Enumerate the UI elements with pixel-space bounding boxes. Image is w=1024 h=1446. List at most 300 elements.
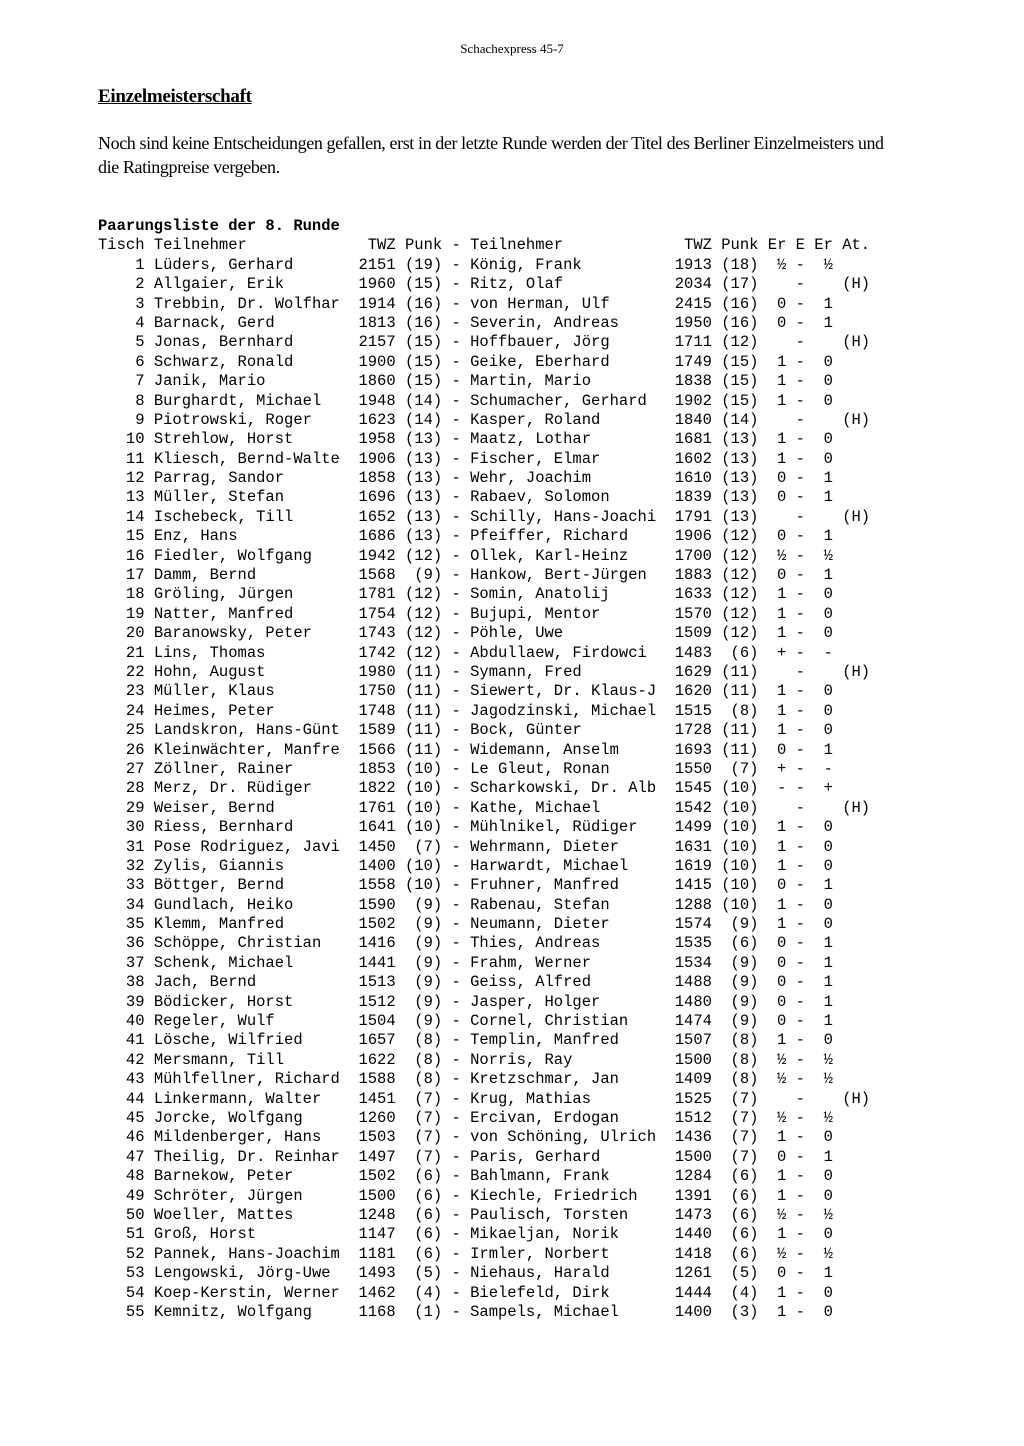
player-black-points: (13) [721,469,759,488]
player-white-rating: 1750 [358,682,396,701]
player-white-name: Kliesch, Bernd-Walte [153,449,340,468]
player-white-points: (11) [404,721,443,740]
player-black-points: (6) [721,1225,759,1244]
player-black-name: Norris, Ray [470,1050,573,1069]
result-black: 1 [823,527,833,546]
table-number: 48 [125,1167,145,1186]
player-white-points: (7) [404,837,443,856]
player-black-points: (16) [721,294,759,313]
adjourned-marker: (H) [842,1089,871,1108]
pairing-row [98,333,870,352]
table-number: 45 [125,1108,145,1127]
pairing-row [98,818,870,837]
result-separator: - [795,1070,805,1089]
result-black: 0 [823,915,833,934]
player-black-points: (10) [721,798,759,817]
player-white-points: (10) [404,798,443,817]
player-white-points: (11) [404,663,443,681]
result-black: 0 [823,818,833,837]
pairing-row [98,547,870,566]
result-black: 1 [823,469,833,488]
result-black: 0 [823,352,833,371]
player-black-name: Kasper, Roland [470,410,601,429]
pairing-row [98,1109,870,1128]
player-white-rating: 1450 [358,837,396,856]
result-separator: - [795,973,805,992]
result-separator: - [795,876,805,895]
separator-dash: - [451,1108,461,1127]
player-black-points: (12) [721,527,759,546]
table-number: 17 [125,566,145,585]
separator-dash: - [451,701,461,720]
player-black-points: (12) [721,333,759,352]
pairing-row [98,973,870,992]
result-separator: - [795,1205,805,1224]
player-white-points: (13) [404,469,443,488]
player-white-name: Woeller, Mattes [153,1205,294,1224]
result-separator: - [795,895,805,914]
player-black-rating: 1681 [674,430,712,449]
player-white-rating: 1568 [358,566,396,585]
player-black-points: (12) [721,585,759,604]
player-black-name: Frahm, Werner [470,953,592,972]
player-black-points: (13) [721,430,759,449]
result-separator: - [795,1128,805,1147]
result-separator: - [795,779,805,798]
separator-dash: - [451,294,461,313]
player-white-points: (8) [404,1070,443,1089]
table-number: 36 [125,934,145,953]
player-black-rating: 1574 [674,915,712,934]
player-white-rating: 1754 [358,604,396,623]
table-number: 52 [125,1244,145,1263]
player-black-points: (12) [721,604,759,623]
separator-dash: - [451,915,461,934]
player-white-rating: 1813 [358,313,396,332]
player-white-rating: 1147 [358,1225,396,1244]
separator-dash: - [451,876,461,895]
player-black-name: von Schöning, Ulrich [470,1128,657,1147]
table-number: 14 [125,507,145,526]
pairing-row [98,430,870,449]
player-white-points: (13) [404,449,443,468]
table-number: 46 [125,1128,145,1147]
player-black-name: Scharkowski, Dr. Alb [470,779,657,798]
player-black-points: (11) [721,721,759,740]
separator-dash: - [451,604,461,623]
player-white-points: (6) [404,1167,443,1186]
separator-dash: - [451,856,461,875]
pairing-row [98,450,870,469]
player-black-points: (18) [721,255,759,274]
result-black: 0 [823,1031,833,1050]
separator-dash: - [451,663,461,681]
player-black-points: (7) [721,759,759,778]
player-black-name: Ritz, Olaf [470,275,564,294]
player-white-name: Merz, Dr. Rüdiger [153,779,312,798]
player-black-points: (11) [721,740,759,759]
player-white-points: (6) [404,1244,443,1263]
player-white-name: Bödicker, Horst [153,992,294,1011]
result-black: 0 [823,1167,833,1186]
table-number: 7 [135,372,145,391]
player-black-name: Rabaev, Solomon [470,488,610,507]
player-white-points: (12) [404,585,443,604]
col-punk-1: Punk [404,236,443,255]
player-black-rating: 1515 [674,701,712,720]
col-er-1: Er [767,236,787,255]
result-white: 0 [777,566,787,585]
player-black-name: Kiechle, Friedrich [470,1186,638,1205]
player-black-rating: 1535 [674,934,712,953]
player-black-rating: 1288 [674,895,712,914]
player-black-rating: 1542 [674,798,712,817]
player-white-rating: 1743 [358,624,396,643]
player-black-name: Harwardt, Michael [470,856,629,875]
separator-dash: - [451,585,461,604]
pairing-row [98,411,870,430]
player-white-name: Lüders, Gerhard [153,255,294,274]
separator-dash: - [451,934,461,953]
player-black-rating: 1840 [674,410,712,429]
table-number: 1 [135,255,145,274]
player-white-name: Baranowsky, Peter [153,624,312,643]
player-black-points: (10) [721,837,759,856]
player-white-name: Natter, Manfred [153,604,294,623]
result-white: 0 [777,973,787,992]
player-black-name: Severin, Andreas [470,313,619,332]
result-black: 0 [823,604,833,623]
player-white-name: Burghardt, Michael [153,391,322,410]
result-separator: - [795,1167,805,1186]
player-white-points: (15) [404,372,443,391]
player-white-points: (9) [404,934,443,953]
page-header: Schachexpress 45-7 [460,41,564,56]
player-white-points: (8) [404,1050,443,1069]
player-white-rating: 1652 [358,507,396,526]
player-black-rating: 1483 [674,643,712,662]
player-black-name: Sampels, Michael [470,1302,619,1321]
player-white-name: Böttger, Bernd [153,876,285,895]
result-white: 1 [777,391,787,410]
player-black-rating: 1629 [674,663,712,681]
pairing-row [98,392,870,411]
player-black-points: (6) [721,1186,759,1205]
pairing-row [98,295,870,314]
separator-dash: - [451,1070,461,1089]
result-white: ½ [777,1050,787,1069]
result-white: ½ [777,1070,787,1089]
result-white: 0 [777,876,787,895]
result-white: 1 [777,1302,787,1321]
table-number: 51 [125,1225,145,1244]
result-black: 0 [823,701,833,720]
player-white-name: Weiser, Bernd [153,798,275,817]
table-number: 18 [125,585,145,604]
player-black-rating: 1570 [674,604,712,623]
result-black: 0 [823,895,833,914]
separator-dash: - [451,779,461,798]
table-number: 9 [135,410,145,429]
player-black-points: (16) [721,313,759,332]
player-white-points: (1) [404,1302,443,1321]
player-white-name: Schenk, Michael [153,953,294,972]
player-white-points: (6) [404,1225,443,1244]
player-black-rating: 1791 [674,507,712,526]
result-separator: - [795,934,805,953]
player-black-name: Templin, Manfred [470,1031,619,1050]
player-white-name: Zöllner, Rainer [153,759,294,778]
player-black-rating: 2415 [674,294,712,313]
player-black-name: Bujupi, Mentor [470,604,601,623]
player-black-points: (10) [721,895,759,914]
result-white: 0 [777,294,787,313]
player-black-points: (12) [721,624,759,643]
result-black: 1 [823,740,833,759]
player-black-name: Maatz, Lothar [470,430,592,449]
pairing-row [98,1012,870,1031]
intro-paragraph: Noch sind keine Entscheidungen gefallen, erst in der letzte Runde werden der Titel des Berliner Einzelmeisters und die Ratingpreise vergeben. [98,133,884,177]
pairing-row [98,682,870,701]
player-white-rating: 1512 [358,992,396,1011]
player-black-name: Wehr, Joachim [470,469,592,488]
player-black-rating: 1509 [674,624,712,643]
player-black-rating: 1409 [674,1070,712,1089]
result-separator: - [795,992,805,1011]
player-black-rating: 1415 [674,876,712,895]
result-separator: - [795,1147,805,1166]
player-white-points: (11) [404,682,443,701]
separator-dash: - [451,1186,461,1205]
result-separator: - [795,837,805,856]
player-white-points: (16) [404,294,443,313]
player-white-rating: 1493 [358,1264,396,1283]
result-separator: - [795,682,805,701]
pairing-row [98,1225,870,1244]
pairing-row [98,1070,870,1089]
table-number: 15 [125,527,145,546]
separator-dash: - [451,818,461,837]
separator-dash: - [451,1128,461,1147]
pairing-row [98,585,870,604]
result-white: 1 [777,1128,787,1147]
player-black-name: Kathe, Michael [470,798,601,817]
separator-dash: - [451,953,461,972]
player-white-name: Pose Rodriguez, Javi [153,837,340,856]
column-header-row [98,236,870,255]
pairing-row [98,721,870,740]
table-number: 12 [125,469,145,488]
player-black-name: Hankow, Bert-Jürgen [470,566,647,585]
result-separator: - [795,566,805,585]
player-black-name: Ercivan, Erdogan [470,1108,619,1127]
player-white-name: Mildenberger, Hans [153,1128,322,1147]
separator-dash: - [451,546,461,565]
player-white-name: Pannek, Hans-Joachim [153,1244,340,1263]
result-white: 0 [777,1012,787,1031]
result-separator: - [795,759,805,778]
player-black-points: (15) [721,372,759,391]
table-number: 49 [125,1186,145,1205]
player-black-name: Schumacher, Gerhard [470,391,647,410]
result-white: 0 [777,313,787,332]
player-black-rating: 1883 [674,566,712,585]
separator-dash: - [451,1012,461,1031]
result-black: ½ [823,1244,833,1263]
player-black-rating: 1418 [674,1244,712,1263]
result-black: 1 [823,1264,833,1283]
player-white-rating: 1942 [358,546,396,565]
player-black-rating: 1838 [674,372,712,391]
player-black-rating: 1261 [674,1264,712,1283]
pairing-row [98,857,870,876]
result-separator: - [795,1186,805,1205]
result-black: ½ [823,1205,833,1224]
player-black-points: (13) [721,507,759,526]
adjourned-marker: (H) [842,275,871,294]
player-white-name: Mersmann, Till [153,1050,285,1069]
result-separator: - [795,1244,805,1263]
result-separator: - [795,275,805,294]
table-number: 35 [125,915,145,934]
result-separator: - [795,1012,805,1031]
result-separator: - [795,624,805,643]
adjourned-marker: (H) [842,507,871,526]
player-black-rating: 1499 [674,818,712,837]
player-black-points: (10) [721,818,759,837]
result-white: 1 [777,372,787,391]
table-number: 31 [125,837,145,856]
result-black: 1 [823,876,833,895]
player-black-rating: 1711 [674,333,712,352]
col-teilnehmer-2: Teilnehmer [470,236,564,255]
table-number: 33 [125,876,145,895]
player-black-rating: 1500 [674,1147,712,1166]
player-white-name: Zylis, Giannis [153,856,285,875]
player-white-points: (12) [404,604,443,623]
result-separator: - [795,430,805,449]
result-white: 1 [777,1031,787,1050]
player-black-rating: 1700 [674,546,712,565]
separator-dash: - [451,1302,461,1321]
result-separator: - [795,449,805,468]
result-separator: - [795,701,805,720]
player-white-rating: 1566 [358,740,396,759]
pairing-row [98,353,870,372]
player-black-name: Bahlmann, Frank [470,1167,610,1186]
col-punk-2: Punk [721,236,759,255]
player-white-points: (4) [404,1283,443,1302]
result-white: 1 [777,818,787,837]
player-white-rating: 1914 [358,294,396,313]
player-black-name: Fischer, Elmar [470,449,601,468]
player-black-name: Pöhle, Uwe [470,624,564,643]
player-white-name: Mühlfellner, Richard [153,1070,340,1089]
result-black: 1 [823,1147,833,1166]
player-black-points: (7) [721,1128,759,1147]
player-white-name: Allgaier, Erik [153,275,285,294]
player-black-name: Mikaeljan, Norik [470,1225,619,1244]
result-white: + [777,759,787,778]
player-white-rating: 1589 [358,721,396,740]
table-number: 34 [125,895,145,914]
result-white: 0 [777,740,787,759]
player-black-name: Jasper, Holger [470,992,601,1011]
result-separator: - [795,1225,805,1244]
player-black-points: (9) [721,973,759,992]
result-white: 1 [777,1283,787,1302]
table-number: 41 [125,1031,145,1050]
separator-dash: - [451,759,461,778]
result-white: ½ [777,1108,787,1127]
player-white-name: Landskron, Hans-Günt [153,721,340,740]
table-number: 23 [125,682,145,701]
result-white: 0 [777,934,787,953]
player-black-rating: 1550 [674,759,712,778]
result-white: 1 [777,856,787,875]
adjourned-marker: (H) [842,663,871,681]
separator-dash: - [451,469,461,488]
result-black: 1 [823,488,833,507]
result-separator: - [795,1089,805,1108]
player-black-points: (6) [721,1244,759,1263]
table-number: 20 [125,624,145,643]
player-black-points: (11) [721,663,759,681]
player-black-name: König, Frank [470,255,582,274]
adjourned-marker: (H) [842,333,871,352]
result-separator: - [795,1031,805,1050]
player-white-name: Linkermann, Walter [153,1089,322,1108]
separator-dash: - [451,333,461,352]
player-black-rating: 1631 [674,837,712,856]
player-black-points: (9) [721,1012,759,1031]
separator-dash: - [451,895,461,914]
result-separator: - [795,1302,805,1321]
pairing-row [98,741,870,760]
separator-dash: - [451,352,461,371]
player-black-rating: 1749 [674,352,712,371]
player-black-rating: 1473 [674,1205,712,1224]
result-separator: - [795,663,805,681]
player-white-rating: 1686 [358,527,396,546]
player-white-points: (5) [404,1264,443,1283]
separator-dash: - [451,527,461,546]
player-black-points: (10) [721,779,759,798]
player-white-points: (10) [404,818,443,837]
result-separator: - [795,410,805,429]
player-black-points: (11) [721,682,759,701]
player-black-points: (4) [721,1283,759,1302]
player-white-points: (13) [404,527,443,546]
pairing-row [98,779,870,798]
pairing-row [98,1031,870,1050]
player-white-name: Jach, Bernd [153,973,257,992]
result-separator: - [795,604,805,623]
separator-dash: - [451,1244,461,1263]
player-white-name: Klemm, Manfred [153,915,285,934]
separator-dash: - [451,410,461,429]
player-black-name: Paulisch, Torsten [470,1205,629,1224]
player-black-points: (15) [721,391,759,410]
pairing-row [98,1090,870,1109]
player-black-points: (5) [721,1264,759,1283]
player-white-rating: 1462 [358,1283,396,1302]
pairing-row [98,1264,870,1283]
player-black-name: Wehrmann, Dieter [470,837,619,856]
player-white-rating: 1641 [358,818,396,837]
player-white-rating: 1248 [358,1205,396,1224]
pairing-row [98,1148,870,1167]
